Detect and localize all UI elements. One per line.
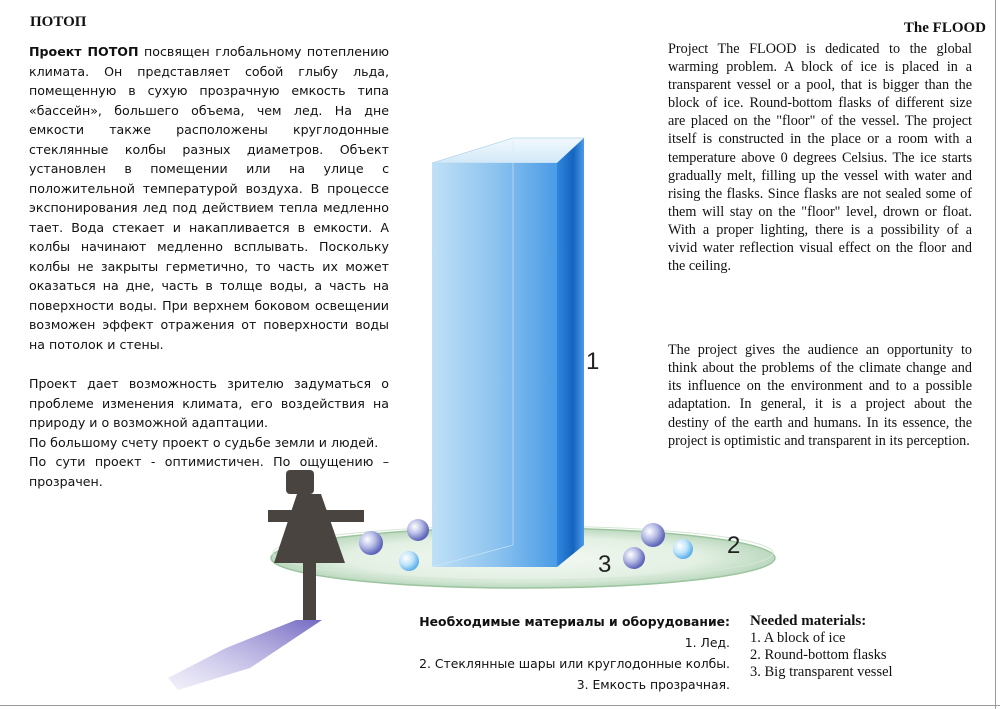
label-vessel: 2 — [727, 532, 741, 559]
en-paragraph-1: Project The FLOOD is dedicated to the global warming problem. A block of ice is placed in a transparent vessel or a pool, that is bigger than the block of ice. Round-bottom flasks of different size are placed on the "floor" of the vessel. The project itself is constructed in the place or a room with a temperature above 0 degrees Celsius. The ice starts gradually melt, filling up the vessel with water and rising the flasks. Since flasks are not sealed some of them will stay on the "floor" level, drown or float. With a proper lighting, there is a possibility of a vivid water reflection visual effect on the floor and the ceiling. — [668, 41, 972, 275]
page-border-bottom — [0, 705, 1000, 706]
flask-ball — [641, 523, 665, 547]
flask-ball — [399, 551, 419, 571]
russian-description — [29, 42, 389, 491]
flask-ball — [407, 519, 429, 541]
materials-ru-item: 3. Емкость прозрачная. — [576, 677, 730, 692]
ru-paragraph-3: По большому счету проект о судьбе земли и людей. — [29, 434, 379, 450]
title-en: The FLOOD — [903, 20, 986, 36]
ru-paragraph-1 — [29, 42, 389, 354]
title-ru: ПОТОП — [30, 14, 87, 30]
materials-ru-title: Необходимые материалы и оборудование: — [419, 614, 730, 629]
label-ice-block: 1 — [586, 348, 600, 375]
materials-en-item: 1. A block of ice — [750, 630, 846, 646]
english-description-2 — [668, 327, 972, 449]
flask-ball — [623, 547, 645, 569]
ru-lead: Проект ПОТОП — [29, 44, 139, 59]
materials-ru-item: 1. Лед. — [684, 635, 730, 650]
english-description — [668, 40, 972, 275]
ru-paragraph-4: По сути проект - оптимистичен. По ощущению – прозрачен. — [29, 454, 389, 489]
figure-shadow — [168, 620, 322, 690]
materials-en-title: Needed materials: — [750, 613, 867, 629]
ru-p1-text: посвящен глобальному потеплению климата. Он представляет собой глыбу льда, помещенную в сухую прозрачную емкость типа «бассейн», большего объема, чем лед. На дне емкости также расположены круглодонные стеклянные колбы разных диаметров. Объект установлен в помещении или на улице с положительной температурой воздуха. В процессе экспонирования лед под действием тепла медленно тает. Вода стекает и накапливается в емкости. А колбы начинают медленно всплывать. Поскольку колбы не закрыты герметично, то часть их может оказаться на дне, часть в толще воды, а часть на поверхности воды. При верхнем боковом освещении возможен эффект отражения от поверхности воды на потолок и стены. — [29, 44, 389, 352]
materials-ru-item: 2. Стеклянные шары или круглодонные колбы. — [419, 656, 730, 671]
materials-en-item: 3. Big transparent vessel — [750, 664, 893, 680]
en-paragraph-2: The project gives the audience an opportunity to think about the problems of the climate change and its influence on the environment and to a possible adaptation. In general, it is a project about the destiny of the earth and humans. In its essence, the project is optimistic and transparent in its perception. — [668, 342, 972, 449]
ice-block-front — [432, 163, 557, 567]
flask-ball — [359, 531, 383, 555]
flask-ball — [673, 539, 693, 559]
page-border-right — [995, 0, 996, 709]
ru-paragraph-2: Проект дает возможность зрителю задуматься о проблеме изменения климата, его воздействия на природу и о возможной адаптации. — [29, 376, 389, 430]
materials-en — [750, 613, 990, 681]
ice-block-side — [557, 138, 584, 567]
materials-ru — [400, 611, 730, 695]
label-flasks: 3 — [598, 551, 612, 578]
materials-en-item: 2. Round-bottom flasks — [750, 647, 887, 663]
